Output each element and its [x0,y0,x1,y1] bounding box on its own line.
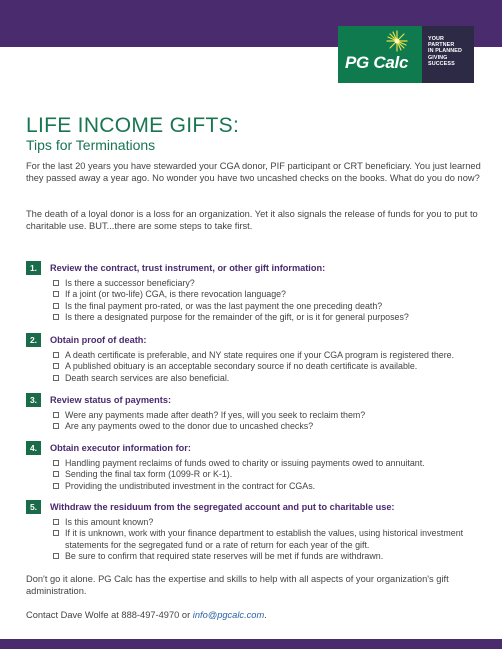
checkbox-icon [53,412,59,418]
checklist-item: Death search services are also beneficial. [53,373,486,384]
tagline-line: SUCCESS [428,60,455,67]
contact-line [26,609,481,621]
checklist-item: Sending the final tax form (1099-R or K-1). [53,469,486,480]
checkbox-icon [53,363,59,369]
checklist-item: If it is unknown, work with your finance department to establish the values, using historical investment statements for the segregated fund or a rate of return for each year of the gift. [53,528,486,551]
checklist-item: Handling payment reclaims of funds owed to charity or issuing payments owed to annuitant. [53,458,486,469]
tagline-line: PARTNER [428,42,455,49]
tagline-line: GIVING [428,54,448,61]
checklist-item: Is there a successor beneficiary? [53,278,486,289]
checkbox-icon [53,314,59,320]
checklist-item: A published obituary is an acceptable secondary source if no death certificate is available. [53,361,486,372]
checklist-item: Is this amount known? [53,517,486,528]
page-subtitle: Tips for Terminations [26,137,156,153]
step-title: Withdraw the residuum from the segregated account and put to charitable use: [50,502,395,512]
step-4 [26,441,486,492]
checklist-item: A death certificate is preferable, and NY state requires one if your CGA program is registered there. [53,350,486,361]
logo-brand-text: PG Calc [345,53,409,72]
tagline-line: YOUR [428,36,444,42]
logo-tagline [422,26,474,83]
starburst-icon [386,30,408,52]
checklist-item: Is the final payment pro-rated, or was the last payment the one preceding death? [53,301,486,312]
checkbox-icon [53,423,59,429]
checklist-item: Is there a designated purpose for the remainder of the gift, or is it for general purposes? [53,312,486,323]
intro-paragraph-2: The death of a loyal donor is a loss for an organization. Yet it also signals the release of funds for you to put to charitable use. BUT...there are some steps to take first. [26,209,478,231]
checkbox-icon [53,291,59,297]
checkbox-icon [53,352,59,358]
checkbox-icon [53,303,59,309]
page-title: LIFE INCOME GIFTS: [26,114,240,137]
checkbox-icon [53,530,59,536]
checkbox-icon [53,471,59,477]
tagline-line: IN PLANNED [428,48,462,55]
checkbox-icon [53,553,59,559]
step-title: Obtain executor information for: [50,443,191,453]
step-2 [26,333,486,384]
checklist-item: If a joint (or two-life) CGA, is there revocation language? [53,289,486,300]
logo-mark [338,26,422,83]
checkbox-icon [53,483,59,489]
contact-text: Contact Dave Wolfe at 888-497-4970 or [26,610,193,620]
checkbox-icon [53,280,59,286]
checkbox-icon [53,519,59,525]
step-1 [26,261,486,323]
contact-suffix: . [264,610,267,620]
closing-paragraph: Don't go it alone. PG Calc has the expertise and skills to help with all aspects of your organization's gift administration. [26,574,449,596]
step-number: 5. [26,500,41,514]
email-link[interactable]: info@pgcalc.com [192,610,265,620]
intro-paragraph: For the last 20 years you have stewarded your CGA donor, PIF participant or CRT beneficiary. You just learned they passed away a year ago. No wonder you have two uncashed checks on the books. What do you do now? [26,161,481,183]
step-number: 3. [26,393,41,407]
step-number: 4. [26,441,41,455]
step-title: Obtain proof of death: [50,335,147,345]
bottom-banner [0,639,502,649]
step-title: Review the contract, trust instrument, or other gift information: [50,263,326,273]
checkbox-icon [53,375,59,381]
step-5 [26,500,486,562]
checklist-item: Are any payments owed to the donor due to uncashed checks? [53,421,486,432]
checklist-item: Were any payments made after death? If yes, will you seek to reclaim them? [53,410,486,421]
checkbox-icon [53,460,59,466]
step-3 [26,393,486,433]
pg-calc-logo [338,26,474,83]
checklist-item: Be sure to confirm that required state reserves will be met if funds are withdrawn. [53,551,486,562]
checklist-item: Providing the undistributed investment in the contract for CGAs. [53,481,486,492]
step-number: 2. [26,333,41,347]
step-number: 1. [26,261,41,275]
step-title: Review status of payments: [50,395,172,405]
